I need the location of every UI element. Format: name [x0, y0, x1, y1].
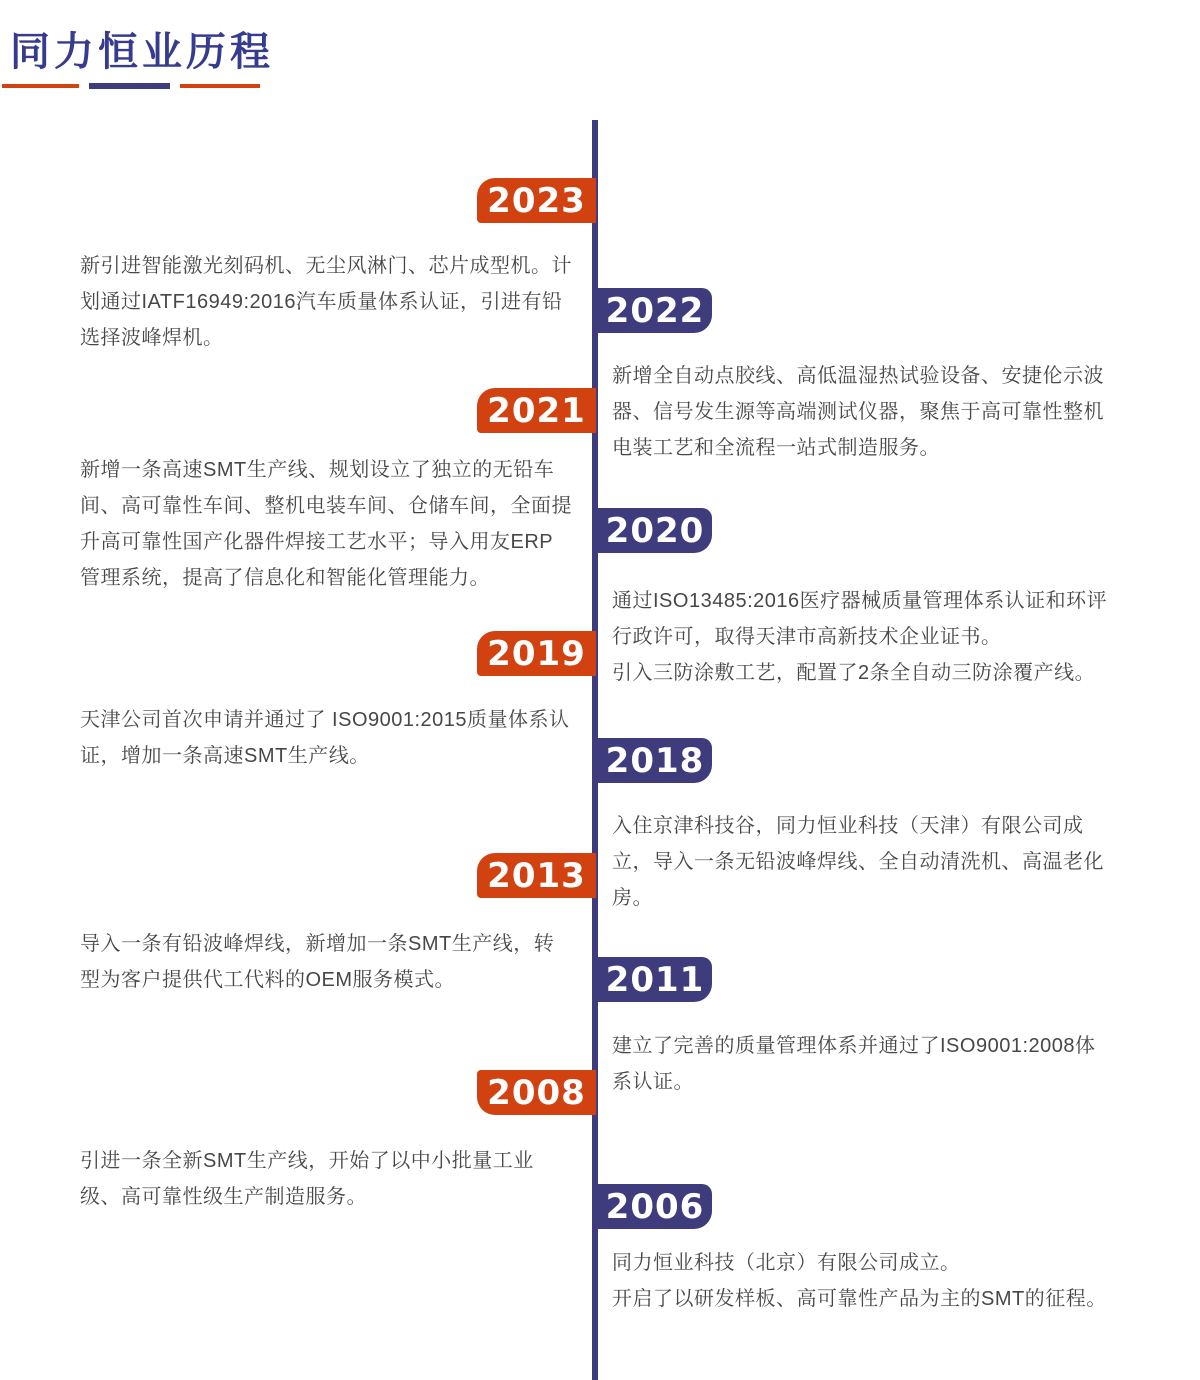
year-badge-2023	[477, 178, 596, 223]
milestone-text-2018: 入住京津科技谷，同力恒业科技（天津）有限公司成立，导入一条无铅波峰焊线、全自动清洗机、高温老化房。	[612, 815, 1104, 909]
year-badge-2021	[477, 388, 596, 433]
year-label: 2011	[605, 959, 705, 1000]
year-label: 2018	[605, 740, 705, 781]
year-label: 2019	[487, 633, 586, 674]
year-label: 2006	[605, 1186, 705, 1227]
year-badge-2008	[477, 1070, 596, 1115]
milestone-text-2019: 天津公司首次申请并通过了 ISO9001:2015质量体系认证，增加一条高速SMT生产线。	[80, 709, 570, 767]
milestone-text-2023: 新引进智能激光刻码机、无尘风淋门、芯片成型机。计划通过IATF16949:2016汽车质量体系认证，引进有铅选择波峰焊机。	[80, 255, 572, 349]
year-label: 2008	[487, 1072, 586, 1113]
year-badge-2019	[477, 631, 596, 676]
milestone-text-2013: 导入一条有铅波峰焊线，新增加一条SMT生产线，转型为客户提供代工代料的OEM服务模式。	[80, 933, 555, 991]
milestone-text-line: 通过ISO13485:2016医疗器械质量管理体系认证和环评行政许可，取得天津市高新技术企业证书。	[612, 590, 1108, 648]
year-label: 2022	[605, 290, 705, 331]
year-label: 2023	[487, 180, 586, 221]
milestone-text-2006	[612, 1245, 1112, 1317]
title-underline-orange-left	[2, 84, 79, 88]
year-badge-2018	[598, 738, 712, 783]
year-badge-2013	[477, 853, 596, 898]
milestone-text-line: 开启了以研发样板、高可靠性产品为主的SMT的征程。	[612, 1288, 1107, 1310]
year-badge-2006	[598, 1184, 712, 1229]
year-label: 2021	[487, 390, 586, 431]
year-badge-2020	[598, 508, 712, 553]
title-underline-orange-right	[180, 84, 260, 88]
milestone-text-2020	[612, 583, 1112, 691]
year-badge-2011	[598, 957, 712, 1002]
milestone-text-2011: 建立了完善的质量管理体系并通过了ISO9001:2008体系认证。	[612, 1035, 1096, 1093]
page-title: 同力恒业历程	[10, 30, 274, 74]
title-underline-indigo	[89, 83, 170, 89]
milestone-text-2021: 新增一条高速SMT生产线、规划设立了独立的无铅车间、高可靠性车间、整机电装车间、仓储车间，全面提升高可靠性国产化器件焊接工艺水平；导入用友ERP管理系统，提高了信息化和智能化管理能力。	[80, 459, 572, 589]
year-badge-2022	[598, 288, 712, 333]
milestone-text-2008: 引进一条全新SMT生产线，开始了以中小批量工业级、高可靠性级生产制造服务。	[80, 1150, 534, 1208]
milestone-text-line: 引入三防涂敷工艺，配置了2条全自动三防涂覆产线。	[612, 662, 1096, 684]
year-label: 2013	[487, 855, 586, 896]
year-label: 2020	[605, 510, 705, 551]
milestone-text-2022: 新增全自动点胶线、高低温湿热试验设备、安捷伦示波器、信号发生源等高端测试仪器，聚焦于高可靠性整机电装工艺和全流程一站式制造服务。	[612, 365, 1104, 459]
milestone-text-line: 同力恒业科技（北京）有限公司成立。	[612, 1252, 961, 1274]
